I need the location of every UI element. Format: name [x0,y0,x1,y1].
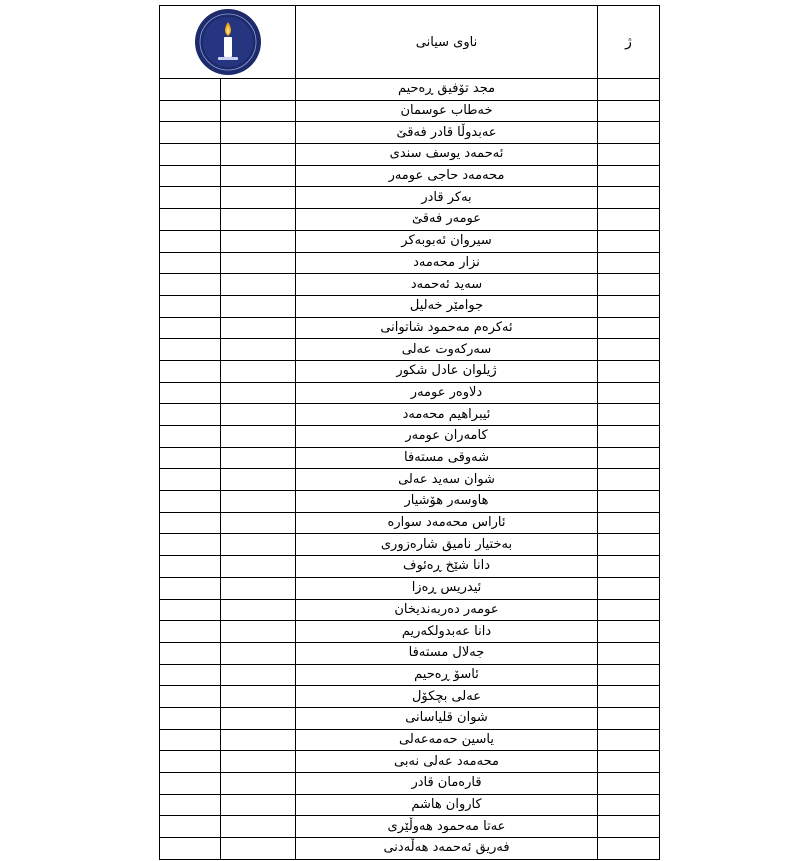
empty-cell-mid [221,165,296,187]
name-cell: بەختیار نامیق شارەزوری [296,534,598,556]
table-row [160,122,660,144]
name-cell: عەبدوڵا قادر فەقێ [296,122,598,144]
empty-cell-left [160,274,221,296]
name-cell: قارەمان قادر [296,773,598,795]
empty-cell-left [160,751,221,773]
name-cell: ئەحمەد یوسف سندی [296,144,598,166]
table-row [160,339,660,361]
empty-cell-left [160,252,221,274]
table-row [160,621,660,643]
table-row [160,556,660,578]
name-cell: جەلال مستەفا [296,642,598,664]
table-row [160,230,660,252]
number-cell [598,751,660,773]
header-row [160,6,660,79]
empty-cell-left [160,122,221,144]
empty-cell-mid [221,187,296,209]
table-row [160,209,660,231]
empty-cell-left [160,144,221,166]
name-cell: شوان قلیاسانی [296,707,598,729]
empty-cell-mid [221,838,296,860]
name-column-header: ناوی سیانی [296,6,598,79]
empty-cell-mid [221,599,296,621]
table-row [160,274,660,296]
empty-cell-mid [221,144,296,166]
table-row [160,838,660,860]
empty-cell-mid [221,360,296,382]
empty-cell-left [160,686,221,708]
number-cell [598,404,660,426]
number-cell [598,729,660,751]
name-cell: دانا عەبدولکەریم [296,621,598,643]
names-table [159,5,660,860]
name-cell: سیروان ئەبوبەکر [296,230,598,252]
table-row [160,664,660,686]
empty-cell-mid [221,664,296,686]
empty-cell-left [160,295,221,317]
empty-cell-left [160,621,221,643]
empty-cell-mid [221,469,296,491]
empty-cell-mid [221,100,296,122]
number-cell [598,664,660,686]
table-row [160,491,660,513]
empty-cell-left [160,469,221,491]
table-row [160,729,660,751]
table-row [160,426,660,448]
number-cell [598,187,660,209]
empty-cell-mid [221,295,296,317]
empty-cell-left [160,838,221,860]
name-cell: فەریق ئەحمەد هەڵەدنی [296,838,598,860]
empty-cell-left [160,707,221,729]
number-cell [598,534,660,556]
number-cell [598,556,660,578]
table-row [160,447,660,469]
table-row [160,187,660,209]
number-cell [598,794,660,816]
name-cell: سەید ئەحمەد [296,274,598,296]
empty-cell-left [160,534,221,556]
number-cell [598,577,660,599]
empty-cell-left [160,165,221,187]
empty-cell-left [160,447,221,469]
table-row [160,773,660,795]
empty-cell-left [160,794,221,816]
empty-cell-mid [221,816,296,838]
name-cell: عەتا مەحمود هەوڵێری [296,816,598,838]
empty-cell-mid [221,491,296,513]
name-cell: شەوقی مستەفا [296,447,598,469]
empty-cell-mid [221,512,296,534]
empty-cell-mid [221,317,296,339]
number-cell [598,686,660,708]
table-row [160,707,660,729]
empty-cell-left [160,426,221,448]
empty-cell-mid [221,556,296,578]
number-cell [598,317,660,339]
table-row [160,686,660,708]
empty-cell-mid [221,577,296,599]
number-column-header: ژ [598,6,660,79]
number-cell [598,230,660,252]
name-cell: مجد تۆفیق ڕەحیم [296,79,598,101]
table-row [160,512,660,534]
table-body [160,6,660,860]
number-cell [598,773,660,795]
table-row [160,599,660,621]
name-cell: خەطاب عوسمان [296,100,598,122]
name-cell: هاوسەر هۆشیار [296,491,598,513]
table-row [160,794,660,816]
name-cell: محەمەد حاجی عومەر [296,165,598,187]
number-cell [598,469,660,491]
number-cell [598,252,660,274]
name-cell: عومەر دەربەندیخان [296,599,598,621]
table-row [160,816,660,838]
name-cell: ئیبراهیم محەمەد [296,404,598,426]
empty-cell-mid [221,621,296,643]
table-row [160,382,660,404]
name-cell: شوان سەید عەلی [296,469,598,491]
empty-cell-mid [221,426,296,448]
table-row [160,534,660,556]
number-cell [598,122,660,144]
empty-cell-mid [221,230,296,252]
empty-cell-mid [221,729,296,751]
empty-cell-mid [221,339,296,361]
table-row [160,252,660,274]
empty-cell-mid [221,534,296,556]
number-cell [598,707,660,729]
table-row [160,165,660,187]
number-cell [598,642,660,664]
table-row [160,317,660,339]
empty-cell-left [160,729,221,751]
empty-cell-mid [221,751,296,773]
empty-cell-left [160,599,221,621]
number-cell [598,512,660,534]
name-cell: کاروان هاشم [296,794,598,816]
empty-cell-left [160,209,221,231]
name-cell: جوامێر خەلیل [296,295,598,317]
number-cell [598,382,660,404]
empty-cell-mid [221,79,296,101]
number-cell [598,339,660,361]
empty-cell-left [160,816,221,838]
number-cell [598,491,660,513]
name-cell: دانا شێخ ڕەئوف [296,556,598,578]
empty-cell-left [160,360,221,382]
number-cell [598,79,660,101]
number-cell [598,274,660,296]
name-cell: ئاراس محەمەد سوارە [296,512,598,534]
empty-cell-left [160,577,221,599]
number-cell [598,599,660,621]
logo-cell [160,6,296,79]
number-cell [598,165,660,187]
table-row [160,360,660,382]
name-cell: ئاسۆ ڕەحیم [296,664,598,686]
empty-cell-left [160,187,221,209]
number-cell [598,100,660,122]
table-row [160,577,660,599]
number-cell [598,816,660,838]
empty-cell-left [160,100,221,122]
number-cell [598,838,660,860]
name-cell: ئەکرەم مەحمود شاتوانی [296,317,598,339]
empty-cell-left [160,773,221,795]
table-row [160,751,660,773]
number-cell [598,360,660,382]
empty-cell-mid [221,252,296,274]
empty-cell-left [160,382,221,404]
table-row [160,100,660,122]
name-cell: دلاوەر عومەر [296,382,598,404]
name-cell: ئیدریس ڕەزا [296,577,598,599]
name-cell: عومەر فەقێ [296,209,598,231]
empty-cell-mid [221,274,296,296]
number-cell [598,426,660,448]
number-cell [598,447,660,469]
empty-cell-mid [221,209,296,231]
table-row [160,144,660,166]
name-cell: کامەران عومەر [296,426,598,448]
name-cell: ژیلوان عادل شکور [296,360,598,382]
empty-cell-left [160,317,221,339]
empty-cell-left [160,642,221,664]
table-row [160,295,660,317]
empty-cell-left [160,79,221,101]
name-cell: یاسین حەمەعەلی [296,729,598,751]
name-cell: سەرکەوت عەلی [296,339,598,361]
empty-cell-mid [221,404,296,426]
empty-cell-left [160,230,221,252]
number-cell [598,621,660,643]
number-cell [598,295,660,317]
table-row [160,642,660,664]
empty-cell-mid [221,773,296,795]
empty-cell-mid [221,686,296,708]
name-cell: عەلی بچکۆل [296,686,598,708]
number-cell [598,209,660,231]
empty-cell-mid [221,447,296,469]
empty-cell-left [160,491,221,513]
empty-cell-mid [221,642,296,664]
number-cell [598,144,660,166]
empty-cell-mid [221,707,296,729]
empty-cell-left [160,664,221,686]
table-row [160,79,660,101]
table-row [160,469,660,491]
name-cell: نزار محەمەد [296,252,598,274]
empty-cell-left [160,556,221,578]
empty-cell-mid [221,122,296,144]
name-cell: بەکر قادر [296,187,598,209]
empty-cell-mid [221,794,296,816]
candle-logo-icon [193,7,263,77]
table-row [160,404,660,426]
empty-cell-left [160,512,221,534]
empty-cell-mid [221,382,296,404]
empty-cell-left [160,404,221,426]
name-cell: محەمەد عەلی نەبی [296,751,598,773]
empty-cell-left [160,339,221,361]
